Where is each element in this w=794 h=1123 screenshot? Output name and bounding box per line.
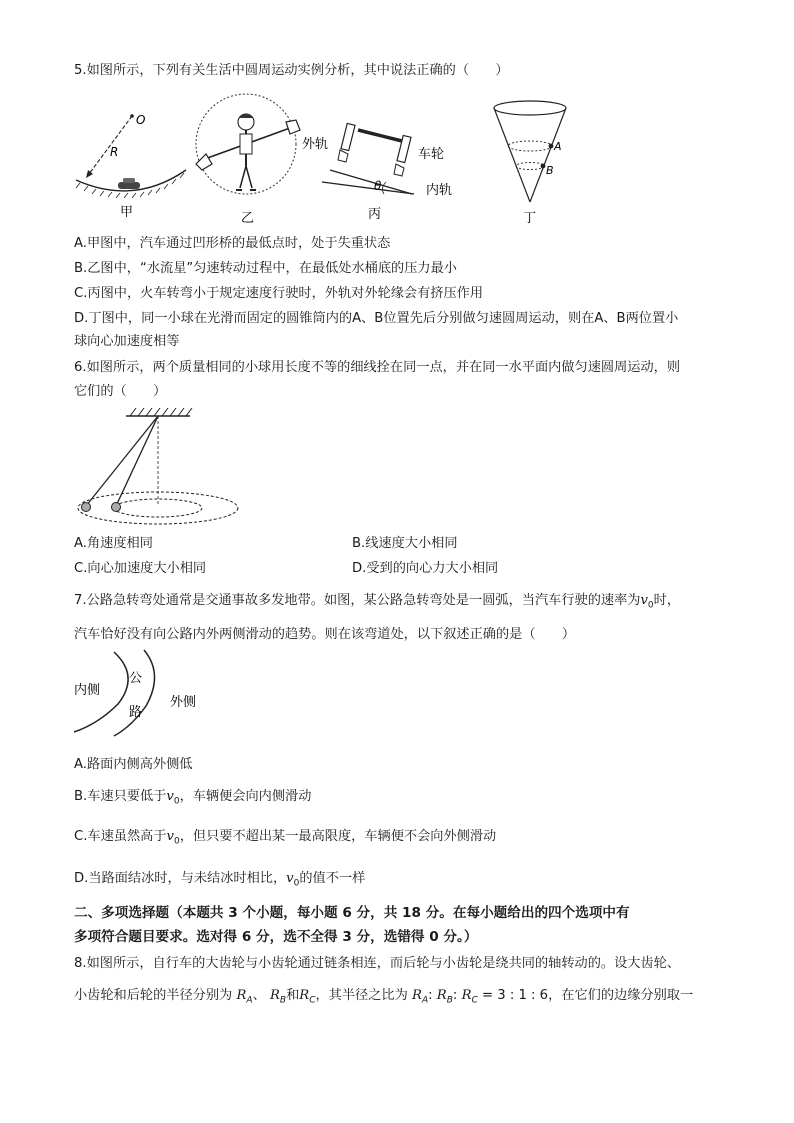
figure-jia-r: R (110, 145, 119, 159)
figure-ding-b: B (546, 164, 554, 177)
q8-line2 (74, 987, 693, 1010)
q7-option-b (74, 788, 311, 811)
figure-q7-outer: 外侧 (170, 695, 197, 710)
figure-bing-theta: θ (374, 179, 382, 193)
q7-stem-line2: 汽车恰好没有向公路内外两侧滑动的趋势。则在该弯道处，以下叙述正确的是（ ） (74, 627, 576, 642)
q8-line2-d: ，其半径之比为 (315, 988, 408, 1003)
figure-yi-label: 乙 (241, 211, 255, 226)
figure-bing-inner-rail: 内轨 (426, 183, 453, 198)
figure-q7-lu: 路 (129, 705, 143, 720)
figure-q6-svg (74, 406, 274, 530)
figure-ding-a: A (554, 140, 562, 153)
q7-option-b-v0-sub: 0 (173, 796, 180, 807)
q7-option-c-pre: C.车速虽然高于 (74, 829, 167, 844)
figure-jia-o: O (136, 113, 146, 127)
figure-bing-outer-rail: 外轨 (302, 137, 329, 152)
q7-option-d-post: 的值不一样 (299, 871, 366, 886)
figure-bing-svg (302, 116, 472, 224)
q8-r-a: R (236, 988, 247, 1003)
figure-yi (188, 92, 308, 230)
q5-option-b: B.乙图中，“水流星”匀速转动过程中，在最低处水桶底的压力最小 (74, 261, 457, 276)
q8-line2-a: 小齿轮和后轮的半径分别为 (74, 988, 233, 1003)
q7-option-b-pre: B.车速只要低于 (74, 789, 167, 804)
q7-stem-v0-sub: 0 (647, 600, 654, 611)
figure-yi-svg (188, 92, 308, 230)
q8-ratio-r-a: R (412, 988, 422, 1003)
figure-bing-label: 丙 (368, 207, 382, 222)
q7-option-d-v0: v (286, 871, 294, 886)
q8-ratio-r-b-sub: B (446, 995, 453, 1006)
q7-option-d-pre: D.当路面结冰时，与未结冰时相比， (74, 871, 287, 886)
section2-title-line1: 二、多项选择题（本题共 3 个小题，每小题 6 分，共 18 分。在每小题给出的四个选项中有 (74, 905, 630, 921)
figure-ding-svg (490, 98, 580, 226)
q6-option-c: C.向心加速度大小相同 (74, 561, 207, 576)
q7-stem-line1 (74, 592, 680, 615)
q8-line2-e: ，在它们的边缘分别取一 (548, 988, 694, 1003)
figure-q7-gong: 公 (129, 671, 143, 686)
q7-option-d (74, 870, 365, 893)
figure-q7-inner: 内侧 (74, 683, 101, 698)
q7-option-c-post: ，但只要不超出某一最高限度，车辆便不会向外侧滑动 (179, 829, 497, 844)
q8-r-c: R (299, 988, 310, 1003)
figure-q6-pendulum (74, 406, 274, 530)
q6-option-d: D.受到的向心力大小相同 (352, 561, 499, 576)
figure-jia-label: 甲 (120, 205, 134, 220)
q8-ratio-colon-1: : (428, 988, 433, 1003)
q8-r-b: R (269, 988, 280, 1003)
q7-stem-pre: 7.公路急转弯处通常是交通事故多发地带。如图，某公路急转弯处是一圆弧，当汽车行驶的速率为 (74, 593, 641, 608)
q7-stem-v0: v (640, 593, 648, 608)
q7-option-a: A.路面内侧高外侧低 (74, 757, 193, 772)
q8-ratio-colon-2: : (452, 988, 458, 1003)
q5-option-d-line1: D.丁图中，同一小球在光滑而固定的圆锥筒内的A、B位置先后分别做匀速圆周运动，则在A、B两位置小 (74, 311, 679, 326)
figure-q7-svg (74, 648, 214, 738)
q8-ratio-r-c-sub: C (471, 995, 478, 1006)
figure-bing-wheel: 车轮 (418, 147, 445, 162)
q7-stem-post: 时， (653, 593, 681, 608)
figure-jia-svg (74, 104, 194, 224)
figure-ding (490, 98, 580, 226)
section2-title-line2: 多项符合题目要求。选对得 6 分，选不全得 3 分，选错得 0 分。） (74, 929, 478, 945)
q8-r-c-sub: C (309, 995, 316, 1006)
figure-ding-label: 丁 (523, 211, 537, 226)
q7-option-b-post: ，车辆便会向内侧滑动 (179, 789, 312, 804)
q6-stem-line2: 它们的（ ） (74, 384, 167, 399)
q8-ratio-r-b: R (436, 988, 447, 1003)
q5-option-d-line2: 球向心加速度相等 (74, 334, 180, 349)
q5-option-a: A.甲图中，汽车通过凹形桥的最低点时，处于失重状态 (74, 236, 391, 251)
q7-option-c (74, 828, 496, 851)
q7-option-b-v0: v (166, 789, 174, 804)
figure-jia (74, 104, 194, 224)
figure-bing (302, 116, 472, 224)
q8-r-b-sub: B (279, 995, 287, 1006)
q7-option-d-v0-sub: 0 (293, 878, 300, 889)
q6-option-b: B.线速度大小相同 (352, 536, 458, 551)
q6-stem-line1: 6.如图所示，两个质量相同的小球用长度不等的细线拴在同一点，并在同一水平面内做匀速圆周运动，则 (74, 360, 681, 375)
q6-option-a: A.角速度相同 (74, 536, 153, 551)
q8-line1: 8.如图所示，自行车的大齿轮与小齿轮通过链条相连，而后轮与小齿轮是绕共同的轴转动的。设大齿轮、 (74, 956, 681, 971)
q8-ratio-value: = 3 : 1 : 6 (482, 988, 549, 1003)
q8-line2-b: 、 (252, 988, 266, 1003)
q8-r-a-sub: A (246, 995, 253, 1006)
q5-option-c: C.丙图中，火车转弯小于规定速度行驶时，外轨对外轮缘会有挤压作用 (74, 286, 484, 301)
q7-option-c-v0-sub: 0 (173, 836, 180, 847)
q8-ratio-r-c: R (461, 988, 472, 1003)
q8-line2-c: 和 (286, 988, 300, 1003)
q5-stem: 5.如图所示，下列有关生活中圆周运动实例分析，其中说法正确的（ ） (74, 63, 509, 78)
q7-option-c-v0: v (166, 829, 174, 844)
q8-ratio-r-a-sub: A (421, 995, 429, 1006)
figure-q7-road (74, 648, 214, 738)
